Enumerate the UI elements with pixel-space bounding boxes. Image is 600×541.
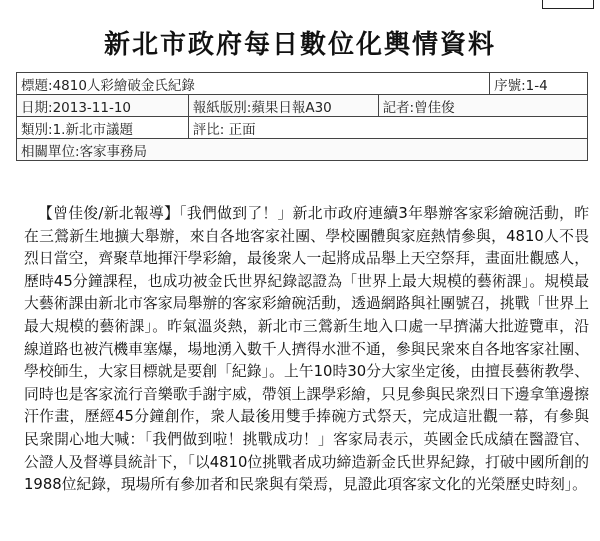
meta-category-label: 類別: <box>21 121 53 138</box>
meta-unit-cell <box>17 139 588 161</box>
meta-edition-cell <box>188 95 378 117</box>
meta-serial-value: 1-4 <box>525 77 548 94</box>
meta-edition-value: 蘋果日報A30 <box>251 99 332 116</box>
meta-rating-label: 評比: <box>192 121 225 138</box>
meta-row-date <box>17 95 588 117</box>
meta-serial-label: 序號: <box>494 77 526 94</box>
meta-title-label: 標題: <box>21 77 53 94</box>
metadata-table <box>16 72 588 161</box>
meta-date-cell <box>17 95 189 117</box>
meta-row-unit <box>17 139 588 161</box>
article-body: 【曾佳俊/新北報導】「我們做到了！」新北市政府連續3年舉辦客家彩繪碗活動，昨在三鶯新生地擴大舉辦，來自各地客家社團、學校團體與家庭熱情參與，4810人不畏烈日當空，齊聚草地揮汗學彩繪，最後衆人一起將成品舉上天空祭拜，畫面壯觀感人，歷時45分鐘課程，也成功被金氏世界紀錄認證為「世界上最大規模的藝術課」。規模最大藝術課由新北市客家局舉辦的客家彩繪碗活動，透過網路與社團號召，挑戰「世界上最大規模的藝術課」。昨氣溫炎熱，新北市三鶯新生地入口處一早擠滿大批遊覽車，沿線道路也被汽機車塞爆，場地湧入數千人擠得水泄不通，參與民衆來自各地客家社團、學校師生，大家目標就是要創「紀錄」。上午10時30分大家坐定後，由擅長藝術教學、同時也是客家流行音樂歌手謝宇威，帶領上課學彩繪，只見參與民衆烈日下邊拿筆邊擦汗作畫，歷經45分鐘創作，衆人最後用雙手捧碗方式祭天，完成這壯觀一幕，有參與民衆開心地大喊：「我們做到啦！挑戰成功！」客家局表示，英國金氏成績在醫證官、公證人及督導員統計下，「以4810位挑戰者成功締造新金氏世界紀錄，打破中國所創的1988位紀錄，現場所有參加者和民衆與有榮焉，見證此項客家文化的光榮歷史時刻」。 <box>24 205 589 494</box>
meta-unit-value: 客家事務局 <box>79 143 148 160</box>
meta-reporter-cell <box>378 95 587 117</box>
meta-row-category <box>17 117 588 139</box>
meta-title-cell <box>17 73 490 95</box>
meta-date-value: 2013-11-10 <box>52 99 132 116</box>
meta-category-cell <box>17 117 189 139</box>
meta-rating-cell <box>188 117 587 139</box>
meta-row-title <box>17 73 588 95</box>
meta-reporter-value: 曾佳俊 <box>414 99 455 116</box>
corner-stamp <box>542 0 594 9</box>
meta-rating-value: 正面 <box>224 121 256 138</box>
meta-unit-label: 相關單位: <box>21 143 80 160</box>
meta-edition-label: 報紙版別: <box>192 99 252 116</box>
meta-category-value: 1.新北市議題 <box>52 121 133 138</box>
meta-reporter-label: 記者: <box>382 99 415 116</box>
meta-serial-cell <box>490 73 588 95</box>
meta-date-label: 日期: <box>21 99 53 116</box>
meta-title-value: 4810人彩繪破金氏紀錄 <box>52 77 195 94</box>
page-title: 新北市政府每日數位化輿情資料 <box>103 30 496 60</box>
